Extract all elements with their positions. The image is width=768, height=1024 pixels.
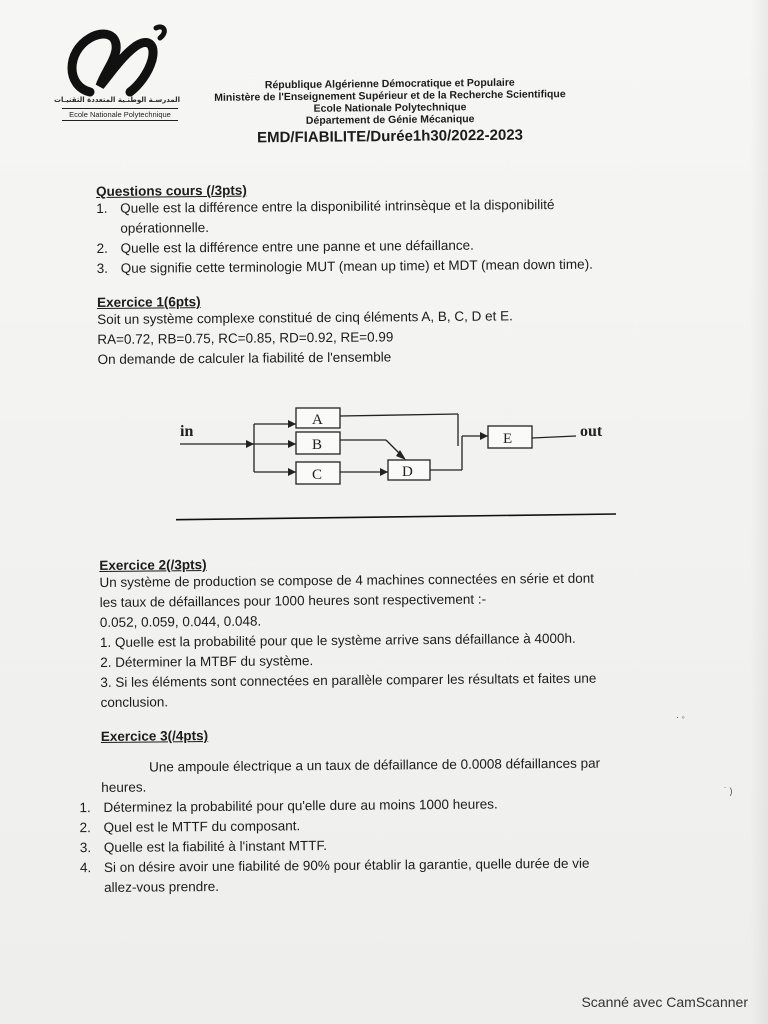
item-number: 2. — [79, 820, 91, 836]
diagram-in-label: in — [180, 423, 194, 440]
item-text: Quelle est la différence entre une panne et une défaillance. — [120, 237, 474, 256]
item-text-continued: allez-vous prendre. — [104, 878, 220, 895]
header-line-ministry: Ministère de l'Enseignement Supérieur et de la Recherche Scientifique — [214, 88, 566, 104]
exercice2-title: Exercice 2(/3pts) — [99, 557, 207, 573]
exercice3-intro: Une ampoule électrique a un taux de défaillance de 0.0008 défaillances par — [149, 755, 601, 775]
school-logo — [52, 22, 182, 122]
exercice2-rates: 0.052, 0.059, 0.044, 0.048. — [99, 613, 262, 630]
logo-caption: Ecole Nationale Polytechnique — [62, 108, 178, 121]
block-b-label: B — [312, 437, 323, 453]
exercice3-list — [79, 793, 682, 898]
header-line-republic: République Algérienne Démocratique et Populaire — [264, 76, 515, 92]
exam-title: EMD/FIABILITE/Durée1h30/2022-2023 — [256, 126, 524, 147]
exercice2-q3-continued: conclusion. — [100, 694, 169, 710]
exercice2-q2: 2. Déterminer la MTBF du système. — [100, 653, 314, 670]
block-a-label: A — [312, 412, 323, 428]
exercice3-intro-continued: heures. — [101, 779, 147, 795]
item-number: 3. — [79, 840, 92, 856]
exercice2-line: Un système de production se compose de 4 machines connectées en série et dont — [99, 570, 595, 590]
block-e-label: E — [503, 431, 513, 447]
exercice1-title: Exercice 1(6pts) — [96, 294, 201, 310]
item-number: 2. — [96, 240, 108, 256]
page-edge-shadow — [750, 0, 768, 1024]
scan-speck: · ◦ — [676, 712, 685, 722]
exercice1-question: On demande de calculer la fiabilité de l'ensemble — [97, 349, 392, 367]
diagram-out-label: out — [580, 423, 603, 440]
item-text: Quelle est la différence entre la disponibilité intrinsèque et la disponibilité — [120, 197, 555, 216]
section-separator-line — [176, 514, 616, 520]
logo-arabic-text: المدرسـة الوطنـية المتعددة التقنيـات — [54, 96, 180, 104]
questions-cours-title: Questions cours (/3pts) — [96, 182, 247, 199]
block-d-label: D — [402, 464, 413, 480]
camscanner-watermark: Scanné avec CamScanner — [581, 994, 748, 1010]
exercice1-reliabilities: RA=0.72, RB=0.75, RC=0.85, RD=0.92, RE=0.99 — [97, 329, 394, 347]
enp-logo-mark — [60, 22, 172, 98]
list-item — [80, 853, 682, 898]
item-text: Si on désire avoir une fiabilité de 90% pour établir la garantie, quelle durée de vie — [103, 855, 590, 875]
scan-speck: ˙ ) — [724, 786, 733, 796]
item-number: 3. — [96, 260, 109, 276]
item-number: 4. — [79, 860, 92, 876]
exercice2-q3: 3. Si les éléments sont connectées en parallèle comparer les résultats et faites une — [100, 670, 597, 690]
item-text: Quel est le MTTF du composant. — [103, 818, 301, 835]
exam-content — [79, 179, 682, 898]
questions-cours-list — [96, 194, 677, 279]
item-text: Que signifie cette terminologie MUT (mean up time) et MDT (mean down time). — [120, 256, 593, 276]
header-line-school: Ecole Nationale Polytechnique — [313, 101, 467, 115]
block-c-label: C — [312, 467, 323, 483]
input-arrow — [246, 440, 254, 448]
exercice2-q1: 1. Quelle est la probabilité pour que le système arrive sans défaillance à 4000h. — [99, 630, 576, 650]
item-text-continued: opérationnelle. — [120, 220, 210, 236]
item-number: 1. — [79, 800, 91, 816]
item-text: Quelle est la fiabilité à l'instant MTTF. — [103, 838, 328, 855]
institution-header — [180, 76, 600, 128]
reliability-block-diagram — [176, 398, 626, 528]
exercice2-line: les taux de défaillances pour 1000 heures sont respectivement :- — [99, 591, 487, 610]
item-number: 1. — [96, 200, 108, 216]
exercice1-statement: Soit un système complexe constitué de cinq éléments A, B, C, D et E. — [97, 308, 513, 327]
exercice3-title: Exercice 3(/4pts) — [100, 728, 209, 744]
item-text: Déterminez la probabilité pour qu'elle dure au moins 1000 heures. — [103, 796, 498, 815]
list-item — [96, 194, 676, 239]
header-line-department: Département de Génie Mécanique — [305, 113, 475, 127]
output-line — [532, 436, 576, 438]
